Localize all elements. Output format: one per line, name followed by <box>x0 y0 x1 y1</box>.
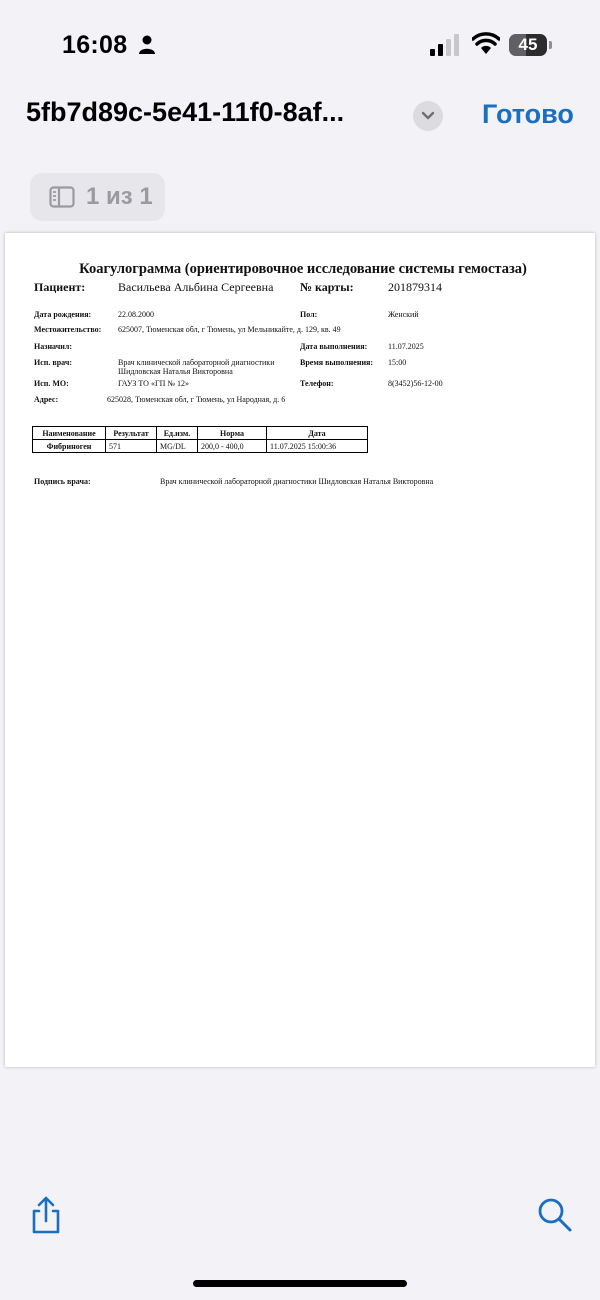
document-page <box>5 233 595 1067</box>
table-cell-norm: 200,0 - 400,0 <box>198 440 267 453</box>
phone-label: Телефон: <box>300 379 334 388</box>
page-indicator[interactable] <box>30 173 165 221</box>
status-bar <box>0 0 600 90</box>
search-icon[interactable] <box>537 1197 573 1233</box>
signature-value: Врач клинической лабораторной диагностики Шидловская Наталья Викторовна <box>160 477 434 486</box>
assigned-by-label: Назначил: <box>34 342 72 351</box>
done-time-label: Время выполнения: <box>300 358 374 367</box>
address-value: 625028, Тюменская обл, г Тюмень, ул Народная, д. 6 <box>107 395 286 404</box>
patient-name: Васильева Альбина Сергеевна <box>118 280 274 294</box>
page-indicator-label: 1 из 1 <box>86 183 153 210</box>
done-date-label: Дата выполнения: <box>300 342 368 351</box>
wifi-icon <box>472 32 500 56</box>
mo-label: Исп. МО: <box>34 379 69 388</box>
dob-value: 22.08.2000 <box>118 310 154 319</box>
residence-value: 625007, Тюменская обл, г Тюмень, ул Мельникайте, д. 129, кв. 49 <box>118 325 341 334</box>
battery-percent: 45 <box>518 35 538 54</box>
mo-value: ГАУЗ ТО «ГП № 12» <box>118 379 189 388</box>
table-cell-name: Фибриноген <box>33 440 106 453</box>
table-row <box>33 440 368 453</box>
report-title: Коагулограмма (ориентировочное исследование системы гемостаза) <box>79 261 527 277</box>
battery-indicator <box>509 34 547 56</box>
dob-label: Дата рождения: <box>34 310 92 319</box>
sex-value: Женский <box>388 310 419 319</box>
title-menu-button[interactable] <box>413 101 443 131</box>
doctor-position: Врач клинической лабораторной диагностики <box>118 358 275 367</box>
table-header-cell: Норма <box>198 427 267 440</box>
signature-label: Подпись врача: <box>34 477 91 486</box>
table-cell-unit: MG/DL <box>157 440 198 453</box>
battery-cap <box>549 41 552 49</box>
doctor-label: Исп. врач: <box>34 358 73 367</box>
table-header-cell: Результат <box>106 427 157 440</box>
table-header-row <box>33 427 368 440</box>
done-date-value: 11.07.2025 <box>388 342 424 351</box>
residence-label: Местожительство: <box>34 325 102 334</box>
table-header-cell: Наименование <box>33 427 106 440</box>
card-number: 201879314 <box>388 280 442 294</box>
done-button[interactable]: Готово <box>482 99 574 129</box>
done-time-value: 15:00 <box>388 358 407 367</box>
doctor-name: Шидловская Наталья Викторовна <box>118 367 233 376</box>
person-icon <box>138 35 156 55</box>
sex-label: Пол: <box>300 310 318 319</box>
results-table <box>32 426 368 453</box>
table-cell-date: 11.07.2025 15:00:36 <box>267 440 368 453</box>
status-time: 16:08 <box>62 31 128 59</box>
chevron-down-icon <box>421 111 435 121</box>
share-icon[interactable] <box>28 1195 64 1235</box>
phone-value: 8(3452)56-12-00 <box>388 379 443 388</box>
card-number-label: № карты: <box>300 280 354 294</box>
sidebar-icon <box>49 186 75 208</box>
table-header-cell: Ед.изм. <box>157 427 198 440</box>
patient-label: Пациент: <box>34 280 86 294</box>
address-label: Адрес: <box>34 395 59 404</box>
home-indicator[interactable] <box>193 1280 407 1287</box>
document-title: 5fb7d89c-5e41-11f0-8af... <box>26 97 345 127</box>
table-header-cell: Дата <box>267 427 368 440</box>
table-cell-result: 571 <box>106 440 157 453</box>
cellular-signal-icon <box>430 34 462 56</box>
